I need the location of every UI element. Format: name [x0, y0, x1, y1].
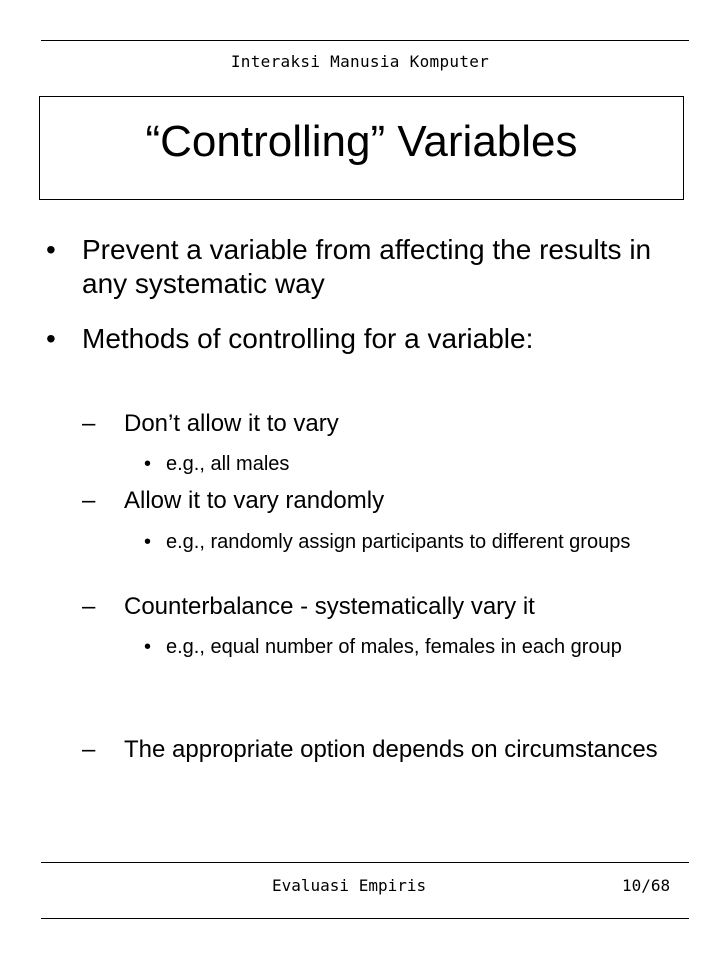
- bullet-item: [46, 233, 692, 301]
- conclusion-text: The appropriate option depends on circumstances: [124, 736, 658, 763]
- method-label: Counterbalance - systematically vary it: [124, 593, 535, 620]
- example-text: e.g., all males: [166, 453, 290, 475]
- slide-title: “Controlling” Variables: [145, 117, 578, 166]
- header-course-title: Interaksi Manusia Komputer: [230, 52, 490, 71]
- dash-marker: –: [82, 410, 96, 437]
- example-text: e.g., equal number of males, females in each group: [166, 636, 622, 658]
- footer-section: Evaluasi Empiris: [272, 876, 427, 895]
- bullet-text: Methods of controlling for a variable:: [82, 323, 534, 354]
- method-item: [82, 735, 694, 765]
- method-label: Allow it to vary randomly: [124, 487, 385, 514]
- bullet-marker: •: [144, 453, 152, 475]
- bullet-marker: •: [144, 531, 152, 553]
- method-label: Don’t allow it to vary: [124, 410, 339, 437]
- bullet-text: Prevent a variable from affecting the results in any systematic way: [82, 234, 652, 299]
- example-item: [144, 530, 686, 555]
- header-rule: [41, 40, 689, 41]
- method-item: [82, 486, 694, 516]
- example-item: [144, 635, 686, 660]
- bullet-marker: •: [46, 323, 56, 354]
- bullet-marker: •: [144, 636, 152, 658]
- method-item: [82, 409, 694, 439]
- title-box: [39, 96, 684, 200]
- footer-bottom-rule: [41, 918, 689, 919]
- dash-marker: –: [82, 487, 96, 514]
- dash-marker: –: [82, 736, 96, 763]
- method-item: [82, 592, 694, 622]
- example-item: [144, 452, 686, 477]
- bullet-item: [46, 322, 692, 356]
- page-number: 10/68: [622, 876, 671, 895]
- dash-marker: –: [82, 593, 96, 620]
- bullet-marker: •: [46, 234, 56, 265]
- example-text: e.g., randomly assign participants to different groups: [166, 531, 631, 553]
- footer-top-rule: [41, 862, 689, 863]
